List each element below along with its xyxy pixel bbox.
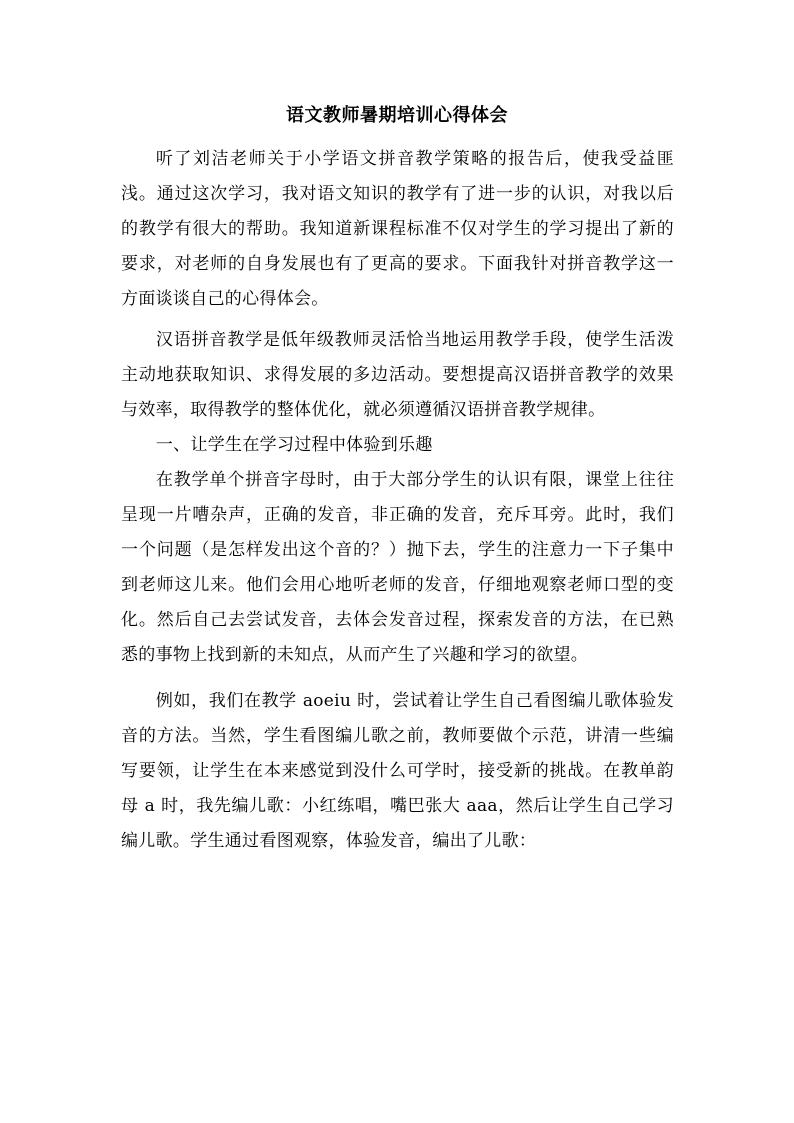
section-heading-1: 一、让学生在学习过程中体验到乐趣 <box>155 435 433 455</box>
paragraph-intro: 听了刘洁老师关于小学语文拼音教学策略的报告后，使我受益匪浅。通过这次学习，我对语文知识的教学有了进一步的认识，对我以后的教学有很大的帮助。我知道新课程标准不仅对学生的学习提出了新的要求，对老师的自身发展也有了更高的要求。下面我针对拼音教学这一方面谈谈自己的心得体会。 <box>121 149 674 309</box>
paragraph-example-aoeiu: 例如，我们在教学 aoeiu 时，尝试着让学生自己看图编儿歌体验发音的方法。当然，学生看图编儿歌之前，教师要做个示范，讲清一些编写要领，让学生在本来感觉到没什么可学时，接受新的挑战。在教单韵母 a 时，我先编儿歌：小红练唱，嘴巴张大 aaa，然后让学生自己学习编儿歌。学生通过看图观察，体验发音，编出了儿歌： <box>121 691 674 851</box>
paragraph-pinyin-teaching: 汉语拼音教学是低年级教师灵活恰当地运用教学手段，使学生活泼主动地获取知识、求得发展的多边活动。要想提高汉语拼音教学的效果与效率，取得教学的整体优化，就必须遵循汉语拼音教学规律。 <box>121 330 674 420</box>
document-title: 语文教师暑期培训心得体会 <box>286 105 508 126</box>
document-body <box>121 142 674 859</box>
paragraph-single-letters: 在教学单个拼音字母时，由于大部分学生的认识有限，课堂上往往呈现一片嘈杂声，正确的发音，非正确的发音，充斥耳旁。此时，我们一个问题（是怎样发出这个音的？）抛下去，学生的注意力一下子集中到老师这儿来。他们会用心地听老师的发音，仔细地观察老师口型的变化。然后自己去尝试发音，去体会发音过程，探索发音的方法，在已熟悉的事物上找到新的未知点，从而产生了兴趣和学习的欲望。 <box>121 470 674 665</box>
